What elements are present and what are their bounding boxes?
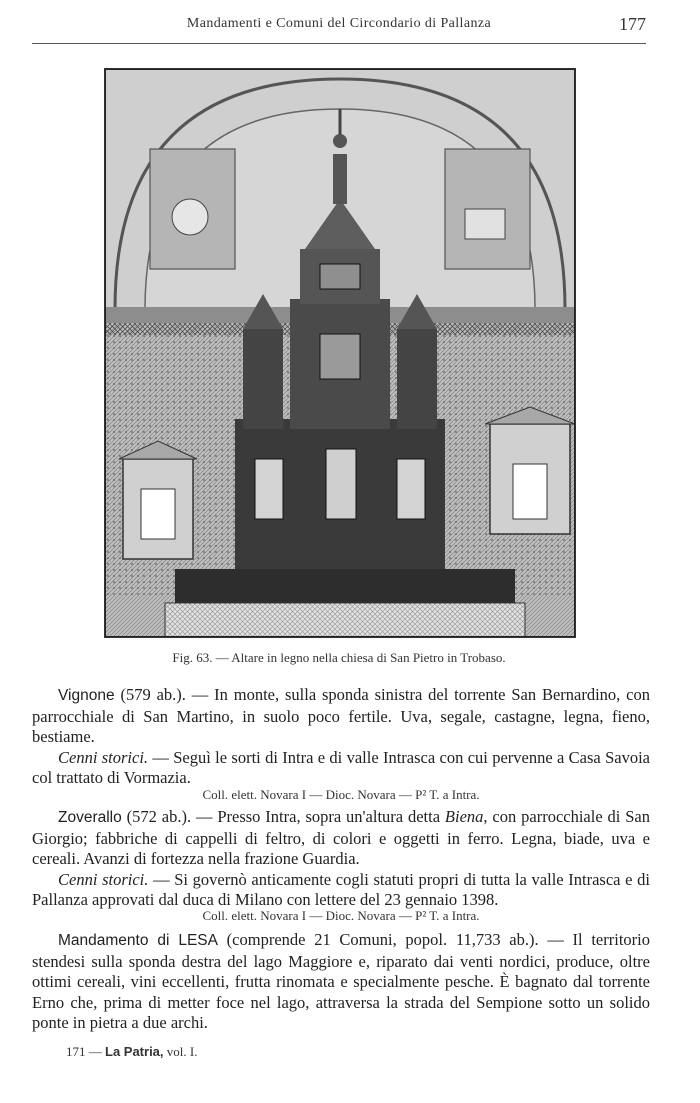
coll-elett-vignone: Coll. elett. Novara I — Dioc. Novara — P² T. a Intra. [202,787,480,802]
book-title: La Patria, [105,1044,164,1059]
entry-zoverallo [32,807,650,911]
entry-body-1: (572 ab.). — Presso Intra, sopra un'altura detta [121,807,445,826]
entry-vignone [32,685,650,789]
entry-body-2: , con parrocchiale di San Giorgio; fabbriche di cappelli di feltro, di colori e oggetti in ferro. Legna, biade, uva e cereali. Avanzi di fortezza nella frazione Guardia. [32,807,650,868]
cenni-text: — Seguì le sorti di Intra e di valle Intrasca con cui pervenne a Casa Savoia col trattato di Vormazia. [32,747,650,787]
page-header [32,14,646,38]
sheet-number: 171 — [66,1044,102,1059]
entry-body: (comprende 21 Comuni, popol. 11,733 ab.). — Il territorio stendesi sulla sponda destra del lago Maggiore e, riparato dai venti nordici, produce, oltre ottimi cereali, vini eccellenti, frutta rinomata e specialmente pesche. È bagnato dal torrente Erno che, prima di metter foce nel lago, attraversa la strada del Sempione sotto un solido ponte in pietra a due archi. [32,930,650,1032]
cenni-label: Cenni storici. [58,869,149,889]
entry-head: Mandamento di LESA [58,932,218,949]
entry-head: Zoverallo [58,809,122,826]
entry-body: (579 ab.). — In monte, sulla sponda sinistra del torrente San Bernardino, con parrocchiale di San Martino, in suolo poco fertile. Uva, segale, castagne, legna, fieno, bestiame. [32,685,650,746]
page-number: 177 [619,14,646,34]
volume-label: vol. I. [166,1044,198,1059]
header-rule [32,43,646,44]
cenni-label: Cenni storici. [58,747,149,767]
entry-mandamento-lesa [32,930,650,1034]
altar-engraving [104,68,576,638]
page-footer [66,1044,197,1060]
figure-caption: Fig. 63. — Altare in legno nella chiesa di San Pietro in Trobaso. [172,650,506,665]
entry-head: Vignone [58,687,115,704]
running-title: Mandamenti e Comuni del Circondario di Pallanza [186,16,492,31]
entry-italic-place: Biena [444,807,484,826]
cenni-text: — Si governò anticamente cogli statuti propri di tutta la valle Intrasca e di Pallanza approvati dal duca di Milano con lettere del 23 gennaio 1398. [32,869,650,909]
coll-elett-zoverallo: Coll. elett. Novara I — Dioc. Novara — P² T. a Intra. [202,908,480,923]
